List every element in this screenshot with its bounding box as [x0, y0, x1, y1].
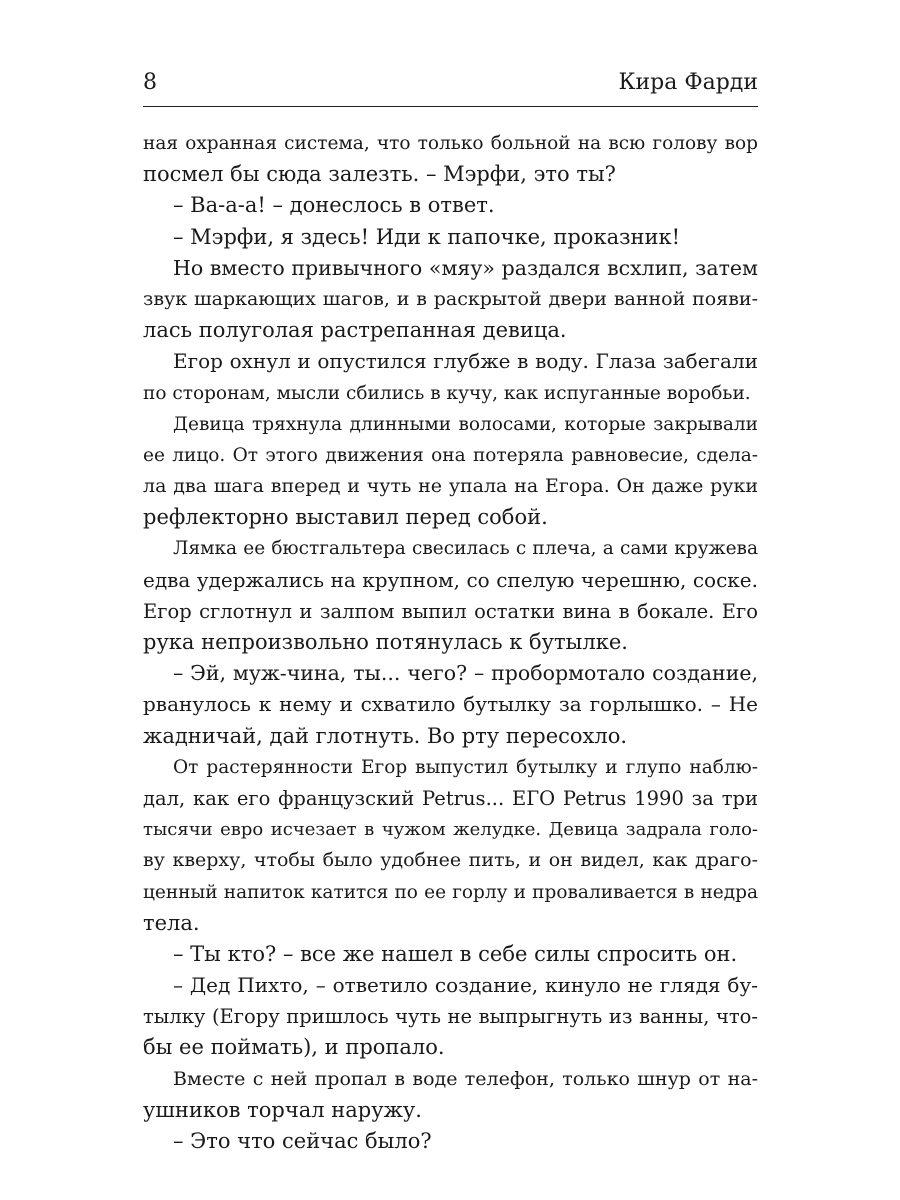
text-line: рука непроизвольно потянулась к бутылке.: [143, 630, 628, 654]
page-header: [143, 62, 758, 108]
text-line: Лямка ее бюстгальтера свесилась с плеча, а сами кружева: [173, 538, 758, 560]
text-line: звук шаркающих шагов, и в раскрытой двери ванной появи-: [143, 287, 758, 310]
text-line: – Ва-а-а! – донеслось в ответ.: [173, 193, 495, 218]
text-line: – Дед Пихто, – ответило создание, кинуло не глядя бу-: [173, 973, 758, 998]
text-line: Егор сглотнул и залпом выпил остатки вина в бокале. Его: [143, 599, 758, 623]
text-line: Девица тряхнула длинными волосами, которые закрывали: [173, 413, 758, 435]
text-line: тела.: [143, 910, 200, 935]
text-line: Вместе с ней пропал в воде телефон, только шнур от на-: [173, 1067, 758, 1090]
text-line: рванулось к нему и схватило бутылку за горлышко. – Не: [143, 692, 758, 717]
text-line: – Мэрфи, я здесь! Иди к папочке, проказник!: [173, 224, 681, 249]
text-line: Но вместо привычного «мяу» раздался всхлип, затем: [173, 255, 758, 280]
text-line: рефлекторно выставил перед собой.: [143, 505, 548, 530]
text-line: ушников торчал наружу.: [143, 1097, 422, 1122]
text-line: жадничай, дай глотнуть. Во рту пересохло.: [143, 723, 628, 748]
text-line: Егор охнул и опустился глубже в воду. Глаза забегали: [173, 349, 758, 374]
text-line: ла два шага вперед и чуть не упала на Егора. Он даже руки: [143, 475, 758, 498]
text-line: – Эй, муж-чина, ты... чего? – пробормотало создание,: [173, 661, 758, 686]
text-line: ее лицо. От этого движения она потеряла равновесие, сдела-: [143, 444, 758, 466]
body-text: [143, 128, 758, 1157]
text-line: посмел бы сюда залезть. – Мэрфи, это ты?: [143, 162, 616, 187]
text-line: ценный напиток катится по ее горлу и проваливается в недра: [143, 881, 758, 903]
page-number: 8: [143, 70, 157, 95]
text-line: едва удержались на крупном, со спелую черешню, соске.: [143, 567, 758, 592]
text-line: тылку (Егору пришлось чуть не выпрыгнуть из ванны, что-: [143, 1005, 758, 1029]
running-head-author: Кира Фарди: [618, 70, 758, 95]
text-line: дал, как его французский Petrus... ЕГО Petrus 1990 за три: [143, 786, 758, 810]
text-line: бы ее поймать), и пропало.: [143, 1035, 445, 1060]
header-rule: [143, 106, 758, 107]
text-line: тысячи евро исчезает в чужом желудке. Девица задрала голо-: [143, 819, 758, 841]
text-line: От растерянности Егор выпустил бутылку и глупо наблю-: [173, 756, 758, 778]
text-line: – Это что сейчас было?: [173, 1129, 432, 1153]
text-line: – Ты кто? – все же нашел в себе силы спросить он.: [173, 941, 738, 966]
text-line: ву кверху, чтобы было удобнее пить, и он видел, как драго-: [143, 849, 758, 872]
text-line: ная охранная система, что только больной на всю голову вор: [143, 133, 758, 154]
text-line: лась полуголая растрепанная девица.: [143, 318, 567, 343]
text-line: по сторонам, мысли сбились в кучу, как испуганные воробьи.: [143, 382, 751, 404]
